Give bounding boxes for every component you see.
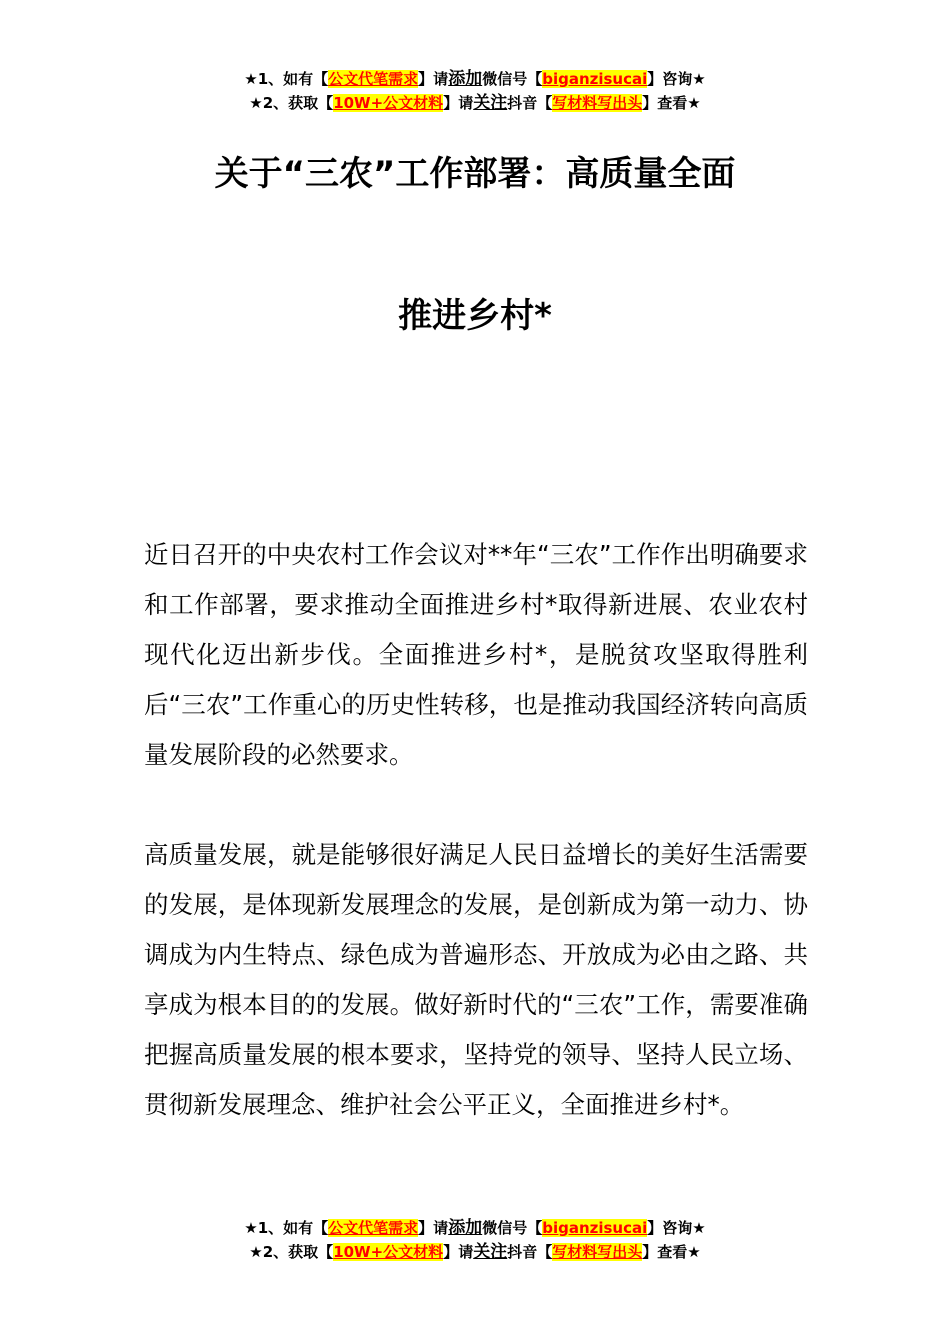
footer-underline-follow: 关注 <box>473 1242 508 1262</box>
footer-highlight-materials: 10W+公文材料 <box>333 1243 444 1261</box>
footer-underline-add: 添加 <box>448 1218 483 1238</box>
document-title-line-2: 推进乡村* <box>398 296 552 336</box>
footer-highlight-wechat: biganzisucai <box>542 1219 648 1237</box>
header-ad <box>0 67 950 115</box>
ad-highlight-service: 公文代笔需求 <box>328 70 419 88</box>
ad-highlight-wechat: biganzisucai <box>542 70 648 88</box>
document-title-line-1: 关于“三农”工作部署：高质量全面 <box>214 154 736 194</box>
ad-underline-add: 添加 <box>448 69 483 89</box>
footer-ad-line-2: ★2、获取【10W+公文材料】请关注抖音【写材料写出头】查看★ <box>249 1242 701 1262</box>
footer-ad-line-1: ★1、如有【公文代笔需求】请添加微信号【biganzisucai】咨询★ <box>244 1218 706 1238</box>
footer-ad <box>0 1216 950 1264</box>
body-paragraph-2: 高质量发展，就是能够很好满足人民日益增长的美好生活需要的发展，是体现新发展理念的发展，是创新成为第一动力、协调成为内生特点、绿色成为普遍形态、开放成为必由之路、共享成为根本目的的发展。做好新时代的“三农”工作，需要准确把握高质量发展的根本要求，坚持党的领导、坚持人民立场、贯彻新发展理念、维护社会公平正义，全面推进乡村*。 <box>144 840 808 1119</box>
footer-highlight-douyin: 写材料写出头 <box>552 1243 643 1261</box>
ad-line-1: ★1、如有【公文代笔需求】请添加微信号【biganzisucai】咨询★ <box>244 69 706 89</box>
ad-highlight-douyin: 写材料写出头 <box>552 94 643 112</box>
ad-underline-follow: 关注 <box>473 93 508 113</box>
footer-highlight-service: 公文代笔需求 <box>328 1219 419 1237</box>
ad-line-2: ★2、获取【10W+公文材料】请关注抖音【写材料写出头】查看★ <box>249 93 701 113</box>
ad-highlight-materials: 10W+公文材料 <box>333 94 444 112</box>
body-paragraph-1: 近日召开的中央农村工作会议对**年“三农”工作作出明确要求和工作部署，要求推动全面推进乡村*取得新进展、农业农村现代化迈出新步伐。全面推进乡村*，是脱贫攻坚取得胜利后“三农”工作重心的历史性转移，也是推动我国经济转向高质量发展阶段的必然要求。 <box>144 540 808 769</box>
